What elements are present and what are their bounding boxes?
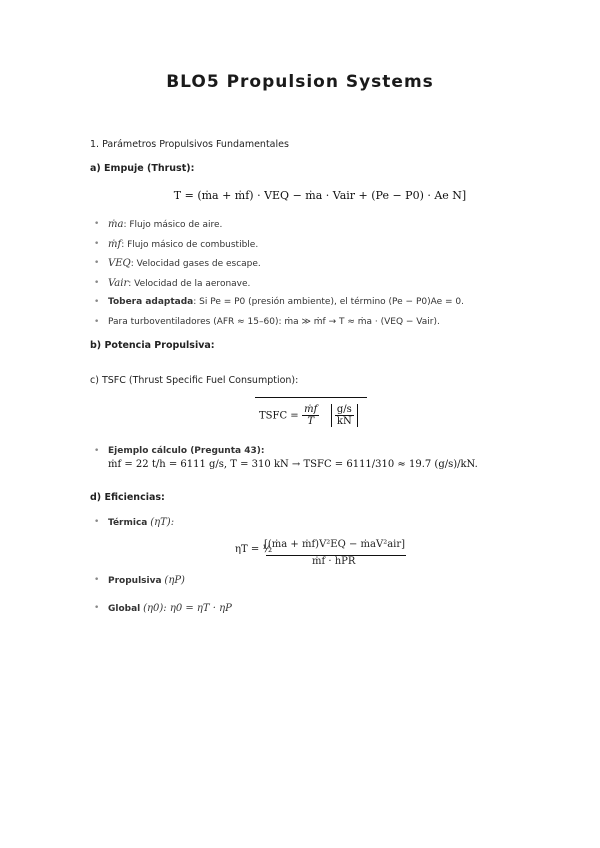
propulsive-symbol: (ηP) — [164, 575, 185, 586]
thrust-heading-text: a) Empuje (Thrust): — [90, 163, 195, 174]
efficiencies-heading — [90, 492, 165, 503]
list-item-text: Para turboventiladores (AFR ≈ 15–60): ṁa ≫ ṁf → T ≈ ṁa · (VEQ − Vair). — [108, 316, 440, 327]
list-item-text: : Velocidad gases de escape. — [130, 259, 261, 269]
page-title: BLO5 Propulsion Systems — [166, 72, 434, 92]
list-item-bold: Tobera adaptada — [108, 297, 194, 307]
list-item — [94, 277, 464, 297]
list-item-symbol: ṁf — [108, 238, 122, 250]
tsfc-fraction — [302, 404, 319, 427]
example-label: Ejemplo cálculo (Pregunta 43): — [108, 446, 265, 456]
list-item — [94, 218, 464, 238]
list-item-symbol: ṁa — [108, 219, 124, 230]
list-item — [94, 516, 174, 536]
list-item-symbol: VEQ — [108, 258, 131, 269]
power-heading — [90, 340, 215, 351]
section-heading: 1. Parámetros Propulsivos Fundamentales — [90, 139, 289, 150]
tsfc-lhs: TSFC = — [259, 410, 299, 422]
tsfc-unit — [331, 404, 358, 427]
global-efficiency-item — [94, 602, 232, 622]
tsfc-unit-numerator: g/s — [336, 404, 352, 415]
tsfc-heading: c) TSFC (Thrust Specific Fuel Consumption): — [90, 375, 299, 386]
tsfc-numerator: ṁf — [304, 404, 318, 415]
thermal-symbol: (ηT): — [150, 517, 175, 528]
tsfc-unit-denominator: kN — [336, 416, 352, 427]
list-item — [94, 296, 464, 316]
list-item-text: : Si Pe = P0 (presión ambiente), el término (Pe − P0)Ae = 0. — [193, 297, 465, 307]
list-item-symbol: Vair — [108, 277, 129, 289]
tsfc-equation — [255, 397, 367, 432]
global-label: Global — [108, 604, 141, 614]
list-item — [94, 316, 464, 336]
list-item-text: : Flujo másico de combustible. — [121, 239, 259, 250]
global-expression: (η0): η0 = ηT · ηP — [143, 603, 232, 614]
tsfc-example-calculation: ṁf = 22 t/h = 6111 g/s, T = 310 kN → TSFC = 6111/310 ≈ 19.7 (g/s)/kN. — [108, 459, 478, 470]
thrust-variable-list — [94, 218, 464, 335]
list-item — [94, 257, 464, 277]
efficiencies-heading-text: d) Eficiencias: — [90, 492, 165, 503]
propulsive-label: Propulsiva — [108, 576, 162, 586]
propulsive-efficiency-item — [94, 574, 185, 594]
power-heading-text: b) Potencia Propulsiva: — [90, 340, 215, 351]
thermal-label: Térmica — [108, 518, 148, 528]
thermal-denominator: ṁf · hPR — [312, 556, 356, 567]
tsfc-denominator: T — [307, 416, 315, 427]
list-item — [94, 602, 232, 622]
list-item — [94, 574, 185, 594]
thermal-numerator: [(ṁa + ṁf)V²EQ − ṁaV²air] — [264, 539, 406, 550]
list-item-text: : Flujo másico de aire. — [123, 220, 223, 230]
thermal-lhs: ηT = ½ — [235, 544, 273, 555]
list-item — [94, 238, 464, 258]
thermal-efficiency-item — [94, 516, 174, 536]
list-item-text: : Velocidad de la aeronave. — [128, 278, 251, 289]
thrust-heading — [90, 163, 194, 174]
thrust-equation: T = (ṁa + ṁf) · VEQ − ṁa · Vair + (Pe − P0) · Ae N] — [173, 189, 467, 202]
